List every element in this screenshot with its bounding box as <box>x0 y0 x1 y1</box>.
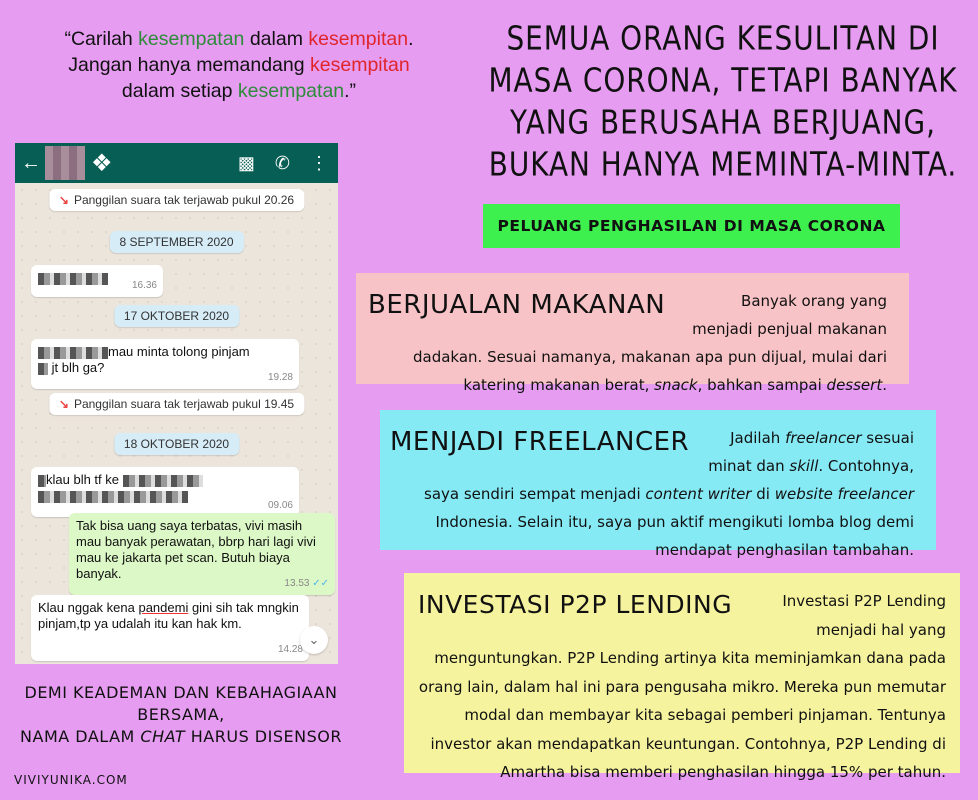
tip-text: Jadilah freelancer sesuai minat dan skill. Contohnya, saya sendiri sempat menjadi content writer di website freelancer Indonesia. Selain itu, saya pun aktif mengikuti lomba blog demi mendapat penghasilan tambahan. <box>424 429 914 559</box>
chat-header <box>15 143 338 183</box>
tip-title: INVESTASI P2P LENDING <box>418 590 733 619</box>
tip-box-p2p <box>404 573 960 781</box>
date-divider: 8 SEPTEMBER 2020 <box>109 231 243 253</box>
tip-title: BERJUALAN MAKANAN <box>368 290 666 320</box>
message-in: Klau nggak kena pandemi gini sih tak mngkin pinjam,tp ya udalah itu kan hak km. 14.28 <box>31 595 309 661</box>
message-in: mau minta tolong pinjam jt blh ga? 19.28 <box>31 339 299 389</box>
avatar[interactable] <box>45 146 85 180</box>
quote: “Carilah kesempatan dalam kesempitan. Jangan hanya memandang kesempitan dalam setiap kesempatan.” <box>64 28 414 102</box>
missed-call-notice: ↘ Panggilan suara tak terjawab pukul 20.26 <box>49 189 304 211</box>
back-arrow-icon[interactable]: ← <box>21 151 41 174</box>
message-in: 16.36 <box>31 265 163 297</box>
scroll-down-icon[interactable]: ⌄ <box>300 626 328 654</box>
chat-screenshot <box>15 143 338 664</box>
phone-icon[interactable]: ✆ <box>274 153 290 173</box>
chat-area <box>15 183 338 664</box>
tip-title: MENJADI FREELANCER <box>390 427 690 457</box>
tip-box-food <box>356 273 909 394</box>
tip-text: Banyak orang yang menjadi penjual makanan dadakan. Sesuai namanya, makanan apa pun dijual, mulai dari katering makanan berat, snack, bahkan sampai dessert. <box>413 292 887 394</box>
missed-call-notice: ↘ Panggilan suara tak terjawab pukul 19.45 <box>49 393 304 415</box>
missed-call-icon: ↘ <box>58 397 69 411</box>
site-url[interactable]: VIVIYUNIKA.COM <box>14 773 128 787</box>
logo-icon: ❖ <box>91 149 113 177</box>
double-tick-icon: ✓✓ <box>312 578 329 589</box>
caption: DEMI KEADEMAN DAN KEBAHAGIAAN BERSAMA, NAMA DALAM CHAT HARUS DISENSOR <box>20 683 342 746</box>
date-divider: 18 OKTOBER 2020 <box>114 433 239 455</box>
video-call-icon[interactable]: ▩ <box>237 153 255 173</box>
tip-text: Investasi P2P Lending menjadi hal yang menguntungkan. P2P Lending artinya kita meminjamkan dana pada orang lain, dalam hal ini para pengusaha mikro. Mereka pun memutar modal dan membayar kita sebagai pemberi pinjaman. Tentunya investor akan mendapatkan keuntungan. Contohnya, P2P Lending di Amartha bisa memberi penghasilan hingga 15% per tahun. <box>418 592 946 781</box>
menu-dots-icon[interactable]: ⋮ <box>310 153 328 173</box>
message-in: klau blh tf ke 09.06 <box>31 467 299 517</box>
message-out: Tak bisa uang saya terbatas, vivi masih mau banyak perawatan, bbrp hari lagi vivi mau ke jakarta pet scan. Butuh biaya banyak. 13.53 ✓✓ <box>69 513 335 595</box>
tip-box-freelancer <box>380 410 936 559</box>
missed-call-icon: ↘ <box>58 193 69 207</box>
date-divider: 17 OKTOBER 2020 <box>114 305 239 327</box>
section-badge: PELUANG PENGHASILAN DI MASA CORONA <box>483 204 900 248</box>
headline: SEMUA ORANG KESULITAN DI MASA CORONA, TETAPI BANYAK YANG BERUSAHA BERJUANG, BUKAN HANYA MEMINTA-MINTA. <box>488 20 958 184</box>
